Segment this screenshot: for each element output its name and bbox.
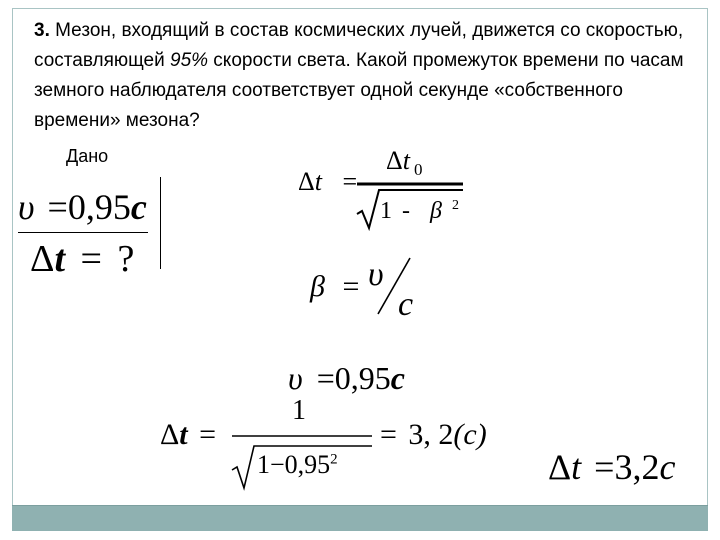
formula1-denominator (380, 198, 459, 225)
formula1-den-beta: β (430, 198, 442, 224)
formula2-lhs (310, 270, 359, 304)
given-delta-t (30, 237, 134, 281)
solution-t: t (179, 418, 188, 451)
problem-percent: 95% (170, 50, 209, 71)
given-divider (18, 232, 148, 233)
given-delta: Δ (30, 238, 55, 280)
solution-v: υ (288, 360, 303, 396)
answer-value: 3,2 (614, 447, 660, 487)
answer-unit: c (659, 447, 676, 487)
solution-delta: Δ (160, 418, 180, 451)
given-v-symbol: υ (18, 187, 35, 227)
answer-equals: = (594, 447, 615, 487)
formula1-t: t (314, 167, 322, 196)
formula2-beta: β (310, 270, 325, 303)
formula1-den-minus: - (402, 198, 410, 224)
given-equals-1: = (47, 187, 68, 227)
formula1-den-one: 1 (380, 198, 392, 224)
given-equals-2: = (80, 238, 102, 280)
formula1-lhs (298, 167, 357, 197)
solution-lhs (160, 418, 216, 452)
formula1-num-sub: 0 (413, 160, 423, 180)
answer-delta: Δ (548, 447, 572, 487)
formula1-num-delta: Δ (386, 146, 403, 175)
formula2-equals: = (342, 270, 360, 303)
given-v-value: 0,95 (67, 187, 131, 227)
solution-den-expr: 1−0,95 (257, 450, 331, 479)
solution-result-value: 3, 2 (408, 418, 454, 451)
formula1-delta: Δ (298, 167, 315, 196)
given-t-symbol: t (54, 238, 65, 280)
formula1-numerator (386, 146, 422, 180)
given-c-symbol: c (130, 187, 147, 227)
solution-equals-2: = (199, 418, 217, 451)
answer (548, 446, 675, 488)
formula1-equals: = (342, 167, 358, 196)
solution-c: c (390, 360, 405, 396)
formula1-den-exp: 2 (451, 198, 459, 213)
given-vertical-divider (160, 177, 161, 269)
answer-t: t (571, 447, 582, 487)
solution-equals-1: = (316, 360, 335, 396)
problem-text-after: скорости света. Какой промежуток времени по часам земного наблюдателя соответствует одной секунде «собственного времени» мезона? (34, 50, 684, 131)
solution-den-exp: 2 (330, 451, 338, 468)
formula2-c (398, 286, 413, 324)
formula1-num-t: t (402, 146, 410, 175)
problem-statement (34, 16, 694, 136)
solution-velocity (288, 360, 405, 397)
problem-text-before: Мезон, входящий в состав космических лучей, движется со скоростью, составляющей (34, 20, 684, 71)
solution-result (380, 418, 487, 452)
solution-result-unit: (c) (453, 418, 487, 451)
given-label: Дано (66, 146, 109, 166)
formula2-v-symbol: υ (368, 256, 384, 293)
given-velocity (18, 186, 147, 228)
solution-numerator: 1 (292, 395, 306, 426)
problem-number: 3. (34, 20, 50, 41)
slide-footer-bar (12, 505, 708, 531)
formula2-c-symbol: c (398, 286, 414, 323)
solution-equals-3: = (380, 418, 397, 451)
solution-v-value: 0,95 (334, 360, 391, 396)
given-unknown: ? (117, 238, 135, 280)
solution-denominator (257, 450, 338, 480)
